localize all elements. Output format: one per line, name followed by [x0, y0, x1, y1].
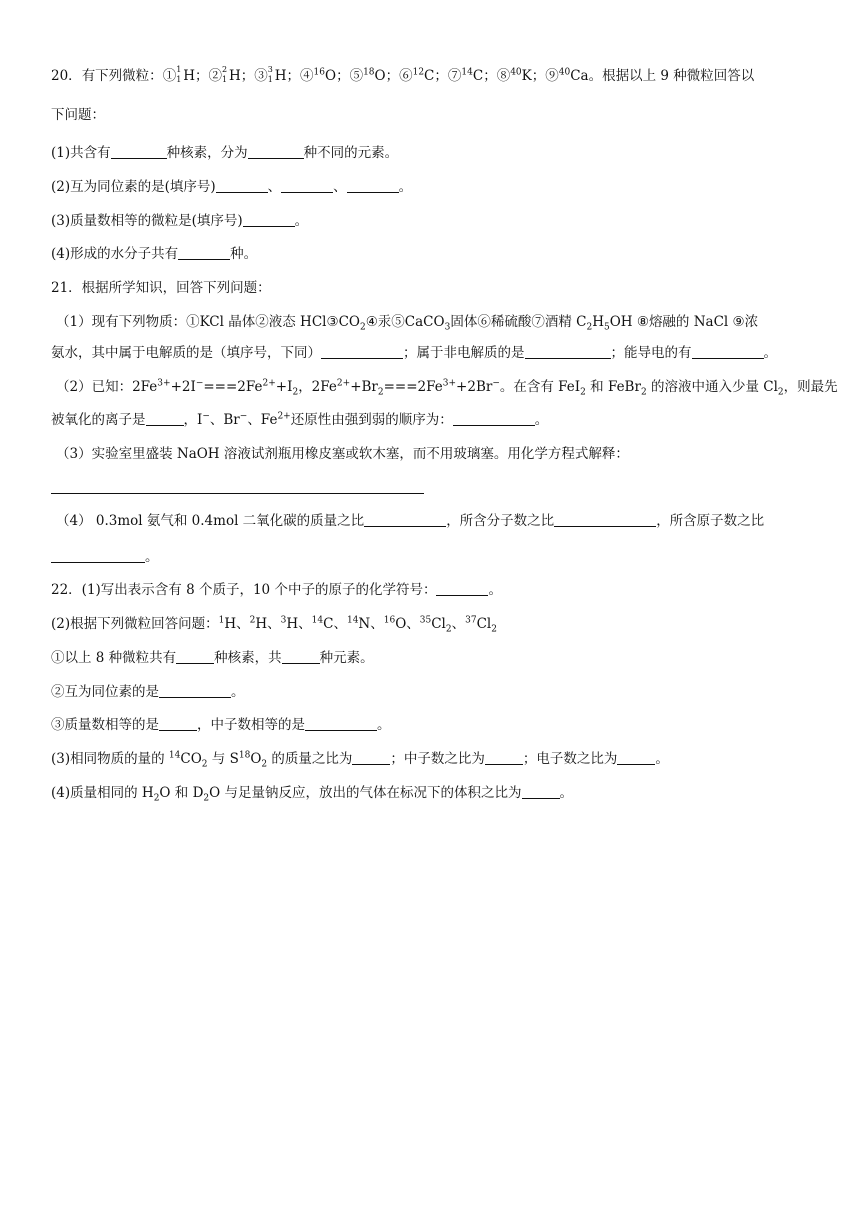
particle-index: ⑧ [496, 68, 511, 84]
prompt-text: (4)形成的水分子共有 [51, 246, 179, 262]
element-symbol: N [358, 616, 371, 632]
subscript: 2 [201, 759, 208, 770]
separator: 、 [451, 616, 466, 632]
particle-index: ⑨ [545, 68, 559, 84]
superscript: 2+ [336, 378, 351, 389]
subscript: 2 [377, 387, 384, 398]
q22-sub-4 [51, 783, 573, 803]
particle [312, 616, 347, 632]
answer-blank[interactable] [347, 178, 399, 193]
answer-blank[interactable] [453, 411, 535, 426]
q22-sub-2-a2 [51, 682, 245, 702]
answer-blank[interactable] [525, 344, 611, 359]
prompt-text: ===2Fe [383, 379, 443, 395]
prompt-text: ，中子数相等的是 [197, 717, 305, 733]
prompt-text: 与 S [207, 751, 239, 767]
prompt-text: 22．(1)写出表示含有 8 个质子，10 个中子的原子的化学符号： [51, 582, 437, 598]
q21-part2-line2 [51, 410, 548, 430]
particle-index: ① [162, 68, 177, 84]
prompt-text: ；中子数之比为 [390, 751, 485, 767]
mass-number: 16 [383, 615, 396, 626]
element-symbol: O [395, 616, 407, 632]
mass-number: 3 [280, 615, 287, 626]
q22-sub-1 [51, 580, 502, 600]
prompt-text: ②互为同位素的是 [51, 684, 159, 700]
prompt-text: 被氧化的离子是 [51, 412, 146, 428]
prompt-text: 、Fe [247, 412, 278, 428]
prompt-text: CO [180, 751, 202, 767]
separator: ； [286, 68, 301, 84]
element-symbol: Cl [431, 616, 446, 632]
prompt-text: O [250, 751, 262, 767]
mass-number: 18 [238, 750, 251, 761]
q22-sub-2-a1 [51, 648, 374, 668]
prompt-text: ③质量数相等的是 [51, 717, 159, 733]
answer-blank[interactable] [554, 512, 656, 527]
element-symbol: O [324, 68, 337, 84]
answer-blank[interactable] [146, 411, 184, 426]
mass-number: 14 [346, 615, 359, 626]
prompt-text: 。 [559, 785, 573, 801]
separator: 、 [406, 616, 420, 632]
nuclide-notation: 2 1 [221, 65, 228, 84]
prompt-text: H [592, 314, 604, 330]
prompt-text: 。 [534, 412, 549, 428]
answer-blank[interactable] [216, 178, 268, 193]
prompt-text: ，所含分子数之比 [446, 513, 555, 529]
separator: ； [483, 68, 497, 84]
subscript: 2 [203, 793, 210, 804]
prompt-text: 种不同的元素。 [303, 145, 399, 161]
prompt-text: 。 [655, 751, 669, 767]
prompt-text: (3)质量数相等的微粒是(填序号) [51, 213, 243, 229]
answer-blank[interactable] [159, 716, 197, 731]
element-symbol: H [224, 616, 237, 632]
subscript: 2 [292, 387, 299, 398]
prompt-text: 种。 [230, 246, 258, 262]
prompt-text: +2I [170, 379, 196, 395]
prompt-text: ①以上 8 种微粒共有 [51, 650, 177, 666]
prompt-text: 种元素。 [319, 650, 374, 666]
subscript: 2 [261, 759, 268, 770]
prompt-text: 和 FeBr [585, 379, 641, 395]
prompt-text: ；属于非电解质的是 [403, 345, 525, 361]
mass-number: 37 [465, 615, 477, 626]
q20-sub-4 [51, 244, 257, 264]
particle-index: ⑤ [349, 68, 364, 84]
particle-index: ② [208, 68, 222, 84]
prompt-text: 种核素，分为 [166, 145, 248, 161]
answer-blank[interactable] [364, 512, 446, 527]
superscript: 3+ [442, 378, 457, 389]
prompt-text: （1）现有下列物质：①KCl 晶体②液态 HCl③CO [56, 314, 360, 330]
prompt-text: 。 [398, 179, 413, 195]
element-symbol: Cl [476, 616, 492, 632]
nuclide-notation: 3 1 [267, 65, 273, 84]
separator: 、 [370, 616, 384, 632]
prompt-text: 。 [294, 213, 309, 229]
superscript: − [239, 411, 248, 422]
q20-intro-tail: 。根据以上 9 种微粒回答以 [588, 68, 755, 84]
separator: ； [336, 68, 350, 84]
element-symbol: H [274, 68, 287, 84]
answer-blank[interactable] [485, 750, 523, 765]
prompt-text: （2）已知：2Fe [56, 379, 158, 395]
separator: ； [385, 68, 400, 84]
separator: 、 [236, 616, 250, 632]
mass-number: 14 [461, 67, 473, 78]
answer-blank[interactable] [281, 178, 333, 193]
particle [250, 616, 281, 632]
answer-blank[interactable] [692, 344, 764, 359]
q21-part2-line1 [56, 377, 838, 397]
answer-blank[interactable] [111, 144, 167, 159]
prompt-text: 固体⑥稀硫酸⑦酒精 C [450, 314, 587, 330]
prompt-text: 的质量之比为 [267, 751, 353, 767]
q20-intro: 有下列微粒： [81, 68, 163, 84]
element-symbol: C [424, 68, 435, 84]
question-number: 20． [51, 68, 82, 84]
separator: 、 [333, 179, 347, 195]
mass-number: 16 [313, 67, 325, 78]
separator: 、 [333, 616, 347, 632]
q21-part1-line2 [51, 343, 777, 363]
superscript: 2+ [277, 411, 291, 422]
q22-sub-3 [51, 749, 669, 769]
prompt-text: 种核素，共 [214, 650, 282, 666]
separator: ； [531, 68, 546, 84]
mass-number: 35 [419, 615, 432, 626]
prompt-text: 的溶液中通入少量 Cl [646, 379, 778, 395]
particle-index: ⑦ [447, 68, 462, 84]
particle-index: ④ [300, 68, 314, 84]
answer-blank[interactable] [305, 716, 377, 731]
prompt-text: ，I [183, 412, 203, 428]
element-symbol: H [228, 68, 241, 84]
prompt-text: O 与足量钠反应，放出的气体在标况下的体积之比为 [209, 785, 522, 801]
separator: ； [434, 68, 448, 84]
answer-blank[interactable] [282, 649, 320, 664]
subscript: 5 [603, 322, 610, 333]
prompt-text: ；能导电的有 [610, 345, 692, 361]
element-symbol: K [521, 68, 532, 84]
superscript: − [492, 378, 500, 389]
prompt-text: （4） 0.3mol 氨气和 0.4mol 二氧化碳的质量之比 [56, 513, 365, 529]
answer-blank[interactable] [178, 245, 230, 260]
superscript: − [202, 411, 210, 422]
prompt-text: O 和 D [159, 785, 204, 801]
nuclide-notation: 1 1 [176, 65, 182, 84]
answer-blank[interactable] [176, 649, 214, 664]
prompt-text: 。 [231, 684, 245, 700]
q20-line-1 [51, 66, 754, 86]
subscript: 2 [445, 624, 452, 635]
particle [419, 615, 466, 635]
subscript: 2 [491, 624, 497, 635]
prompt-text: ===2Fe [203, 379, 263, 395]
answer-blank[interactable] [248, 144, 304, 159]
prompt-text: 。 [488, 582, 502, 598]
separator: 、 [267, 179, 282, 195]
mass-number: 40 [558, 67, 571, 78]
prompt-text: 。 [763, 345, 777, 361]
subscript: 2 [359, 322, 366, 333]
mass-number: 40 [510, 67, 522, 78]
q21-part1-line1 [56, 312, 758, 332]
prompt-text: ，所含原子数之比 [656, 513, 765, 529]
element-symbol: H [255, 616, 268, 632]
q21-part3: （3）实验室里盛装 NaOH 溶液试剂瓶用橡皮塞或软木塞，而不用玻璃塞。用化学方程式解释： [56, 446, 629, 462]
q22-sub-2 [51, 614, 497, 634]
prompt-text: 还原性由强到弱的顺序为： [290, 412, 453, 428]
answer-blank[interactable] [159, 683, 231, 698]
answer-blank[interactable] [436, 581, 488, 596]
prompt-text: ④汞⑤CaCO [365, 314, 445, 330]
prompt-text: +Br [350, 379, 378, 395]
q20-line-2: 下问题： [51, 107, 105, 123]
subscript: 2 [580, 387, 586, 398]
particle [384, 616, 420, 632]
prompt-text: 。在含有 FeI [499, 379, 581, 395]
subscript: 3 [444, 322, 451, 333]
separator: ； [240, 68, 255, 84]
q21-part4-line2 [51, 547, 159, 567]
prompt-text: (3)相同物质的量的 [51, 751, 169, 767]
prompt-text: 。 [377, 717, 391, 733]
prompt-text: +2Br [456, 379, 493, 395]
prompt-text: (1)共含有 [51, 145, 111, 161]
prompt-text: 、Br [209, 412, 240, 428]
answer-blank[interactable] [522, 784, 560, 799]
q22-sub-2-a3 [51, 715, 391, 735]
particle-index: ③ [254, 68, 268, 84]
prompt-text: (2)根据下列微粒回答问题： [51, 616, 219, 632]
answer-blank[interactable] [352, 750, 390, 765]
superscript: 2+ [262, 378, 276, 389]
particle [219, 616, 250, 632]
mass-number: 12 [412, 67, 425, 78]
element-symbol: O [374, 68, 386, 84]
q21-part4-line1 [56, 511, 764, 531]
prompt-text: 。 [145, 549, 159, 565]
separator: ； [194, 68, 209, 84]
subscript: 2 [640, 387, 647, 398]
answer-line[interactable] [51, 493, 424, 494]
answer-blank[interactable] [321, 344, 403, 359]
superscript: − [195, 378, 204, 389]
superscript: 3+ [157, 378, 171, 389]
mass-number: 14 [311, 615, 324, 626]
mass-number: 1 [218, 615, 225, 626]
mass-number: 18 [363, 67, 375, 78]
separator: 、 [298, 616, 312, 632]
element-symbol: C [472, 68, 484, 84]
separator: 、 [267, 616, 281, 632]
element-symbol: H [183, 68, 195, 84]
element-symbol: C [323, 616, 334, 632]
answer-blank[interactable] [51, 548, 145, 563]
prompt-text: ，则最先 [783, 379, 838, 395]
prompt-text: 氨水，其中属于电解质的是（填序号，下同） [51, 345, 321, 361]
q20-sub-2 [51, 177, 412, 197]
q20-sub-1 [51, 143, 398, 163]
element-symbol: Ca [570, 68, 589, 84]
particle-list [218, 615, 497, 635]
subscript: 2 [777, 387, 784, 398]
particle [347, 616, 384, 632]
subscript: 2 [153, 793, 160, 804]
q20-sub-3 [51, 211, 308, 231]
prompt-text: ；电子数之比为 [522, 751, 618, 767]
prompt-text: +I [275, 379, 293, 395]
prompt-text: OH ⑧熔融的 NaCl ⑨浓 [609, 314, 759, 330]
prompt-text: ，2Fe [298, 379, 337, 395]
mass-number: 14 [168, 750, 181, 761]
prompt-text: (4)质量相同的 H [51, 785, 154, 801]
mass-number: 2 [249, 615, 256, 626]
particle [281, 616, 312, 632]
particle [465, 615, 497, 635]
particle-index: ⑥ [399, 68, 413, 84]
answer-blank[interactable] [243, 212, 295, 227]
element-symbol: H [286, 616, 299, 632]
subscript: 2 [586, 322, 593, 333]
prompt-text: (2)互为同位素的是(填序号) [51, 179, 216, 195]
answer-blank[interactable] [617, 750, 655, 765]
q21-title: 21．根据所学知识，回答下列问题： [51, 280, 271, 296]
